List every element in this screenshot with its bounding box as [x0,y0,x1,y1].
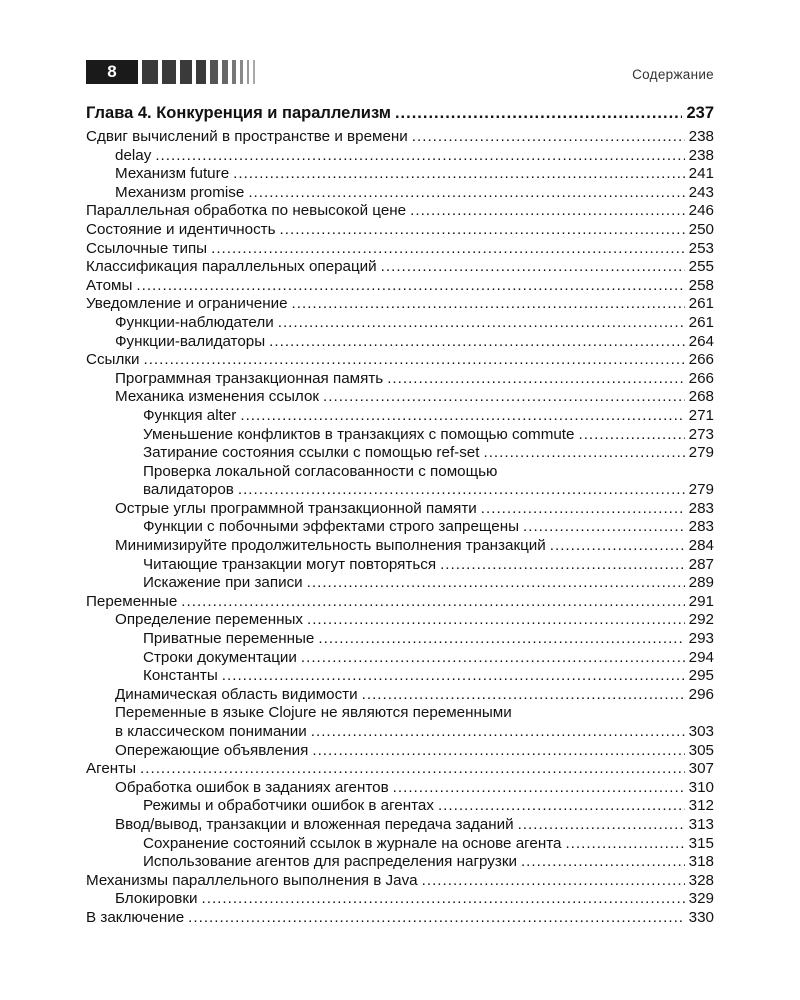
toc-entry: Динамическая область видимости ..... 296 [86,686,714,705]
toc-entry: Блокировки ..... 329 [86,890,714,909]
toc-entry: Приватные переменные ..... 293 [86,630,714,649]
toc-entry: Агенты ..... 307 [86,760,714,779]
toc-entry: Функции с побочными эффектами строго запрещены ..... 283 [86,518,714,537]
toc-entry: Искажение при записи ..... 289 [86,574,714,593]
page-header [86,60,714,84]
toc-entry: Механизм promise ..... 243 [86,184,714,203]
toc-entry-first-line: Переменные в языке Clojure не являются переменными [115,704,512,722]
toc-entry: Острые углы программной транзакционной памяти ..... 283 [86,500,714,519]
toc-entry: Сдвиг вычислений в пространстве и времени ..... 238 [86,128,714,147]
table-of-contents [86,103,714,928]
toc-entry: delay ..... 238 [86,147,714,166]
toc-entry: Классификация параллельных операций ..... 255 [86,258,714,277]
toc-entry: Опережающие объявления ..... 305 [86,742,714,761]
toc-entry: Определение переменных ..... 292 [86,611,714,630]
toc-entry: Состояние и идентичность ..... 250 [86,221,714,240]
toc-entry: Механизмы параллельного выполнения в Java ..... 328 [86,872,714,891]
toc-entry: Ввод/вывод, транзакции и вложенная передача заданий ..... 313 [86,816,714,835]
toc-entry: Уведомление и ограничение ..... 261 [86,295,714,314]
toc-entry: Программная транзакционная память ..... 266 [86,370,714,389]
page-number: 8 [86,60,138,84]
toc-entry: Использование агентов для распределения нагрузки ..... 318 [86,853,714,872]
section-title: Содержание [632,67,714,82]
toc-entry: Сохранение состояний ссылок в журнале на основе агента ..... 315 [86,835,714,854]
toc-entry: Обработка ошибок в заданиях агентов ..... 310 [86,779,714,798]
toc-entry: Читающие транзакции могут повторяться ..... 287 [86,556,714,575]
toc-entry: В заключение ..... 330 [86,909,714,928]
chapter-entry [86,103,714,123]
toc-entry: в классическом понимании ..... 303 [86,723,714,742]
toc-entry-first-line: Проверка локальной согласованности с помощью [143,462,498,480]
toc-entry: Функции-наблюдатели ..... 261 [86,314,714,333]
toc-entry: Механизм future ..... 241 [86,165,714,184]
toc-entry: Механика изменения ссылок ..... 268 [86,388,714,407]
chapter-title: Глава 4. Конкуренция и параллелизм [86,104,391,122]
toc-entry: Функция alter ..... 271 [86,407,714,426]
chapter-page: 237 [686,104,714,122]
toc-entry: Ссылочные типы ..... 253 [86,240,714,259]
toc-entry: Ссылки ..... 266 [86,351,714,370]
toc-entry: Атомы ..... 258 [86,277,714,296]
toc-entry: Функции-валидаторы ..... 264 [86,333,714,352]
toc-entry: Строки документации ..... 294 [86,649,714,668]
toc-entry: валидаторов ..... 279 [86,481,714,500]
toc-entry: Затирание состояния ссылки с помощью ref-set ..... 279 [86,444,714,463]
toc-entry: Минимизируйте продолжительность выполнения транзакций ..... 284 [86,537,714,556]
toc-entry: Переменные ..... 291 [86,593,714,612]
toc-entry: Константы ..... 295 [86,667,714,686]
toc-entry: Параллельная обработка по невысокой цене ..... 246 [86,202,714,221]
toc-entry: Уменьшение конфликтов в транзакциях с помощью commute ..... 273 [86,426,714,445]
toc-entry: Режимы и обработчики ошибок в агентах ..... 312 [86,797,714,816]
